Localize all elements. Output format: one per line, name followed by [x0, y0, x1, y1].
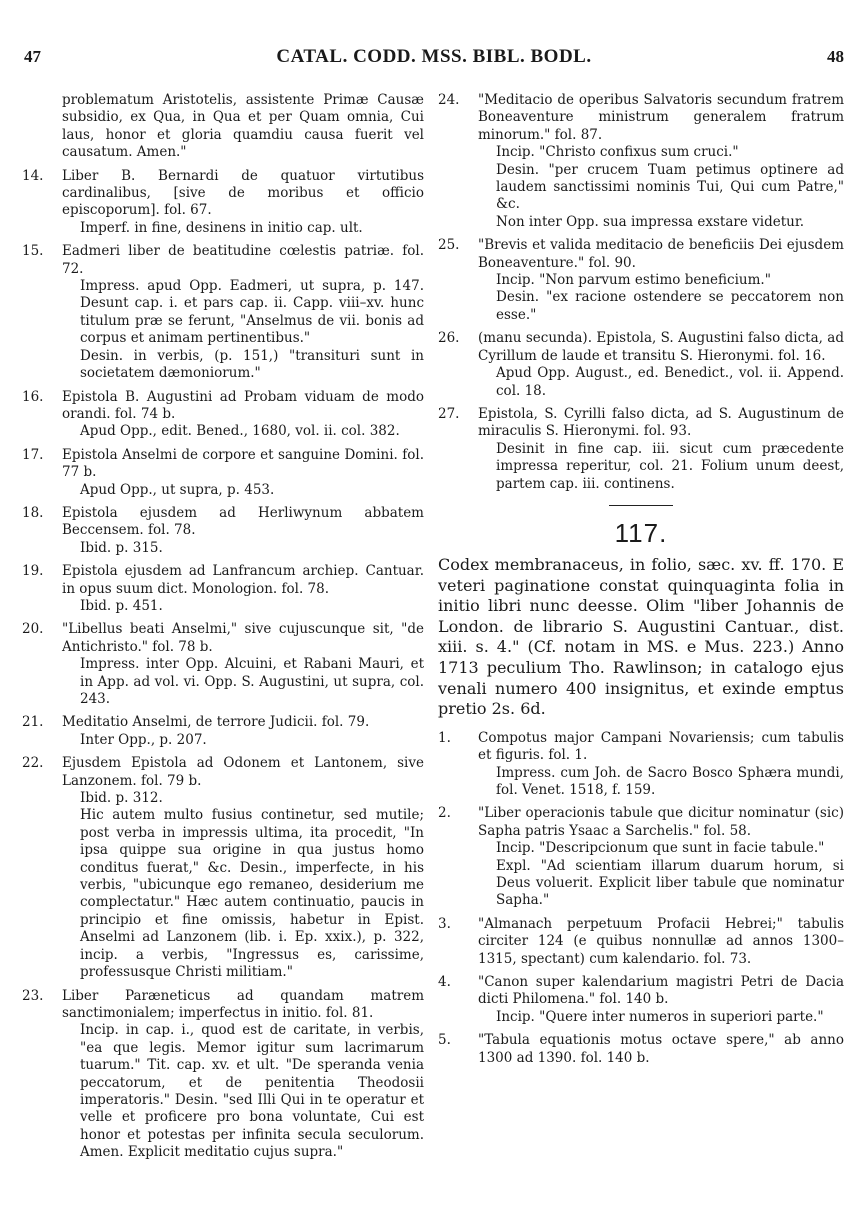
- entry-title: Epistola, S. Cyrilli falso dicta, ad S. Augustinum de miraculis S. Hieronymi. fol. 93.: [478, 405, 844, 440]
- entry-title: Epistola ejusdem ad Herliwynum abbatem Beccensem. fol. 78.: [62, 504, 424, 539]
- entry-note: Desinit in fine cap. iii. sicut cum præcedente impressa reperitur, col. 21. Folium unum deest, partem cap. iii. continens.: [496, 440, 844, 492]
- entry-title: Meditatio Anselmi, de terrore Judicii. fol. 79.: [62, 714, 370, 731]
- entry-note: Ibid. p. 451.: [80, 597, 163, 614]
- catalogue-entry: [438, 916, 844, 968]
- catalogue-entry: [22, 714, 424, 749]
- catalogue-entry: [22, 563, 424, 615]
- entry-title: Ejusdem Epistola ad Odonem et Lantonem, sive Lanzonem. fol. 79 b.: [62, 755, 424, 789]
- entry-number: 1.: [438, 729, 451, 746]
- codex-description: Codex membranaceus, in folio, sæc. xv. ff. 170. E veteri paginatione constat quinquaginta folia in initio libri nunc deesse. Olim "liber Johannis de London. de librario S. Augustini Cantuar., dist. xiii. s. 4." (Cf. notam in MS. e Mus. 223.) Anno 1713 peculium Tho. Rawlinson; in catalogo ejus venali numero 400 insignitus, et exinde emptus pretio 2s. 6d.: [438, 554, 844, 719]
- entry-note: Imperf. in fine, desinens in initio cap. ult.: [80, 219, 363, 236]
- catalogue-entry: [438, 237, 844, 324]
- entry-number: 24.: [438, 92, 460, 108]
- entry-note: Hic autem multo fusius continetur, sed mutile; post verba in impressis ultima, ita procedit, "In ipsa quippe sua origine in qua justus homo conditus fuerat," &c. Desin., imperfecte, in his verbis, "ubicunque ego remaneo, desiderium me complectatur." Hæc autem continuatio, paucis in principio et fine omissis, habetur in Epist. Anselmi ad Lanzonem (lib. i. Ep. xxix.), p. 322, incip. a verbis, "Ingressus es, carissime, professusque Christi militiam.": [80, 807, 424, 981]
- catalogue-entry: [438, 406, 844, 493]
- catalogue-entry: [22, 621, 424, 708]
- catalogue-entry: [22, 755, 424, 981]
- catalogue-entry: [22, 389, 424, 441]
- entry-title: "Meditacio de operibus Salvatoris secundum fratrem Boneaventure ministrum generalem fratrum minorum." fol. 87.: [478, 92, 844, 143]
- catalogue-entry: [22, 243, 424, 382]
- entry-note: Ibid. p. 315.: [80, 539, 163, 556]
- entry-title: "Liber operacionis tabule que dicitur nominatur (sic) Sapha patris Ysaac a Sarchelis." fol. 58.: [478, 805, 844, 839]
- entry-title: (manu secunda). Epistola, S. Augustini falso dicta, ad Cyrillum de laude et transitu S. Hieronymi. fol. 16.: [478, 330, 844, 364]
- running-title: CATAL. CODD. MSS. BIBL. BODL.: [276, 46, 592, 67]
- entry-number: 2.: [438, 805, 451, 822]
- catalogue-entry: [438, 974, 844, 1026]
- catalogue-entry: [22, 505, 424, 557]
- running-header: [24, 46, 844, 74]
- entry-number: 3.: [438, 915, 451, 932]
- entry-title: "Brevis et valida meditacio de beneficiis Dei ejusdem Boneaventure." fol. 90.: [478, 237, 844, 271]
- entry-note: Impress. cum Joh. de Sacro Bosco Sphæra mundi, fol. Venet. 1518, f. 159.: [496, 764, 844, 798]
- entry-note: Desin. "ex racione ostendere se peccatorem non esse.": [496, 289, 844, 323]
- entry-note: Ibid. p. 312.: [80, 790, 163, 807]
- entry-note: Incip. "Christo confixus sum cruci.": [496, 144, 739, 161]
- entry-number: 26.: [438, 330, 460, 347]
- entry-number: 5.: [438, 1032, 451, 1049]
- entry-number: 14.: [22, 167, 44, 184]
- continuation-text: [22, 92, 424, 162]
- entry-title: "Almanach perpetuum Profacii Hebrei;" tabulis circiter 124 (e quibus nonnullæ ad annos 1300–1315, spectant) cum kalendario. fol. 73.: [478, 915, 844, 967]
- catalogue-entry: [438, 92, 844, 231]
- entry-note: Desin. in verbis, (p. 151,) "transituri sunt in societatem dæmoniorum.": [80, 347, 424, 382]
- entry-note: Inter Opp., p. 207.: [80, 731, 207, 748]
- catalogue-entry: [22, 168, 424, 238]
- entry-title: Eadmeri liber de beatitudine cœlestis patriæ. fol. 72.: [62, 243, 424, 277]
- entry-title: Epistola ejusdem ad Lanfrancum archiep. Cantuar. in opus suum dict. Monologion. fol. 78.: [62, 563, 424, 597]
- right-entries: [438, 92, 844, 493]
- catalogue-entry: [22, 447, 424, 499]
- entry-number: 18.: [22, 504, 44, 521]
- right-column: [438, 92, 844, 1073]
- entry-number: 23.: [22, 987, 44, 1004]
- entry-number: 22.: [22, 755, 44, 772]
- codex-number: 117.: [614, 517, 668, 548]
- left-entries: [22, 168, 424, 1162]
- entry-note: Apud Opp. August., ed. Benedict., vol. ii. Append. col. 18.: [496, 365, 844, 399]
- entry-note: Incip. "Descripcionum que sunt in facie tabule.": [496, 840, 825, 857]
- entry-title: "Libellus beati Anselmi," sive cujuscunque sit, "de Antichristo." fol. 78 b.: [62, 621, 424, 655]
- continuation-line: problematum Aristotelis, assistente Primæ Causæ subsidio, ex Qua, in Qua et per Quam omnia, Cui laus, honor et gloria quamdiu causa fuerit vel causatum. Amen.": [62, 92, 424, 161]
- entry-title: Epistola Anselmi de corpore et sanguine Domini. fol. 77 b.: [62, 446, 424, 481]
- catalogue-entry: [438, 1032, 844, 1067]
- entry-title: Liber Paræneticus ad quandam matrem sanctimonialem; imperfectus in initio. fol. 81.: [62, 987, 424, 1021]
- entry-note: Apud Opp., ut supra, p. 453.: [80, 481, 275, 498]
- entry-number: 15.: [22, 243, 44, 260]
- entry-note: Incip. in cap. i., quod est de caritate, in verbis, "ea que legis. Memor igitur sum lacrimarum tuarum." Tit. cap. xv. et ult. "De speranda venia peccatorum, et de penitentia Theodosii imperatoris." Desin. "sed Illi Qui in te operatur et velle et proficere pro bona voluntate, Cui est honor et potestas per infinita secula seculorum. Amen. Explicit meditatio cujus supra.": [80, 1022, 424, 1161]
- catalogue-entry: [22, 988, 424, 1162]
- entry-title: Epistola B. Augustini ad Probam viduam de modo orandi. fol. 74 b.: [62, 388, 424, 422]
- entry-title: "Tabula equationis motus octave spere," ab anno 1300 ad 1390. fol. 140 b.: [478, 1032, 844, 1066]
- entry-note: Expl. "Ad scientiam illarum duarum horum, si Deus voluerit. Explicit liber tabule que nominatur Sapha.": [496, 857, 844, 909]
- catalogue-entry: [438, 330, 844, 400]
- right-page-number: 48: [827, 47, 844, 66]
- entry-title: Compotus major Campani Novariensis; cum tabulis et figuris. fol. 1.: [478, 729, 844, 764]
- entry-number: 4.: [438, 973, 451, 990]
- entry-note: Impress. apud Opp. Eadmeri, ut supra, p. 147. Desunt cap. i. et pars cap. ii. Capp. viii–xv. hunc titulum præ se ferunt, "Anselmus de vii. bonis ad corpus et animam pertinentibus.": [80, 278, 424, 347]
- entry-note: Desin. "per crucem Tuam petimus optinere ad laudem sanctissimi nominis Tui, Qui cum Patre," &c.: [496, 161, 844, 213]
- entry-note: Impress. inter Opp. Alcuini, et Rabani Mauri, et in App. ad vol. vi. Opp. S. Augustini, ut supra, col. 243.: [80, 656, 424, 707]
- entry-note: Apud Opp., edit. Bened., 1680, vol. ii. col. 382.: [80, 423, 400, 440]
- entry-note: Incip. "Non parvum estimo beneficium.": [496, 272, 771, 289]
- entry-note: Non inter Opp. sua impressa exstare videtur.: [496, 213, 805, 230]
- entry-title: Liber B. Bernardi de quatuor virtutibus cardinalibus, [sive de moribus et officio episcoporum]. fol. 67.: [62, 167, 424, 219]
- entry-number: 19.: [22, 563, 44, 580]
- entry-number: 17.: [22, 446, 44, 463]
- entry-number: 20.: [22, 621, 44, 638]
- entry-title: "Canon super kalendarium magistri Petri de Dacia dicti Philomena." fol. 140 b.: [478, 973, 844, 1008]
- catalogue-entry: [438, 730, 844, 800]
- left-page-number: 47: [24, 47, 41, 66]
- entry-number: 25.: [438, 237, 460, 254]
- entry-number: 16.: [22, 388, 44, 405]
- entry-number: 21.: [22, 714, 44, 731]
- entry-number: 27.: [438, 405, 460, 422]
- section-divider: [609, 505, 673, 506]
- left-column: [22, 92, 424, 1168]
- entry-note: Incip. "Quere inter numeros in superiori parte.": [496, 1008, 824, 1025]
- catalogue-entry: [438, 805, 844, 909]
- codex-entries: [438, 730, 844, 1067]
